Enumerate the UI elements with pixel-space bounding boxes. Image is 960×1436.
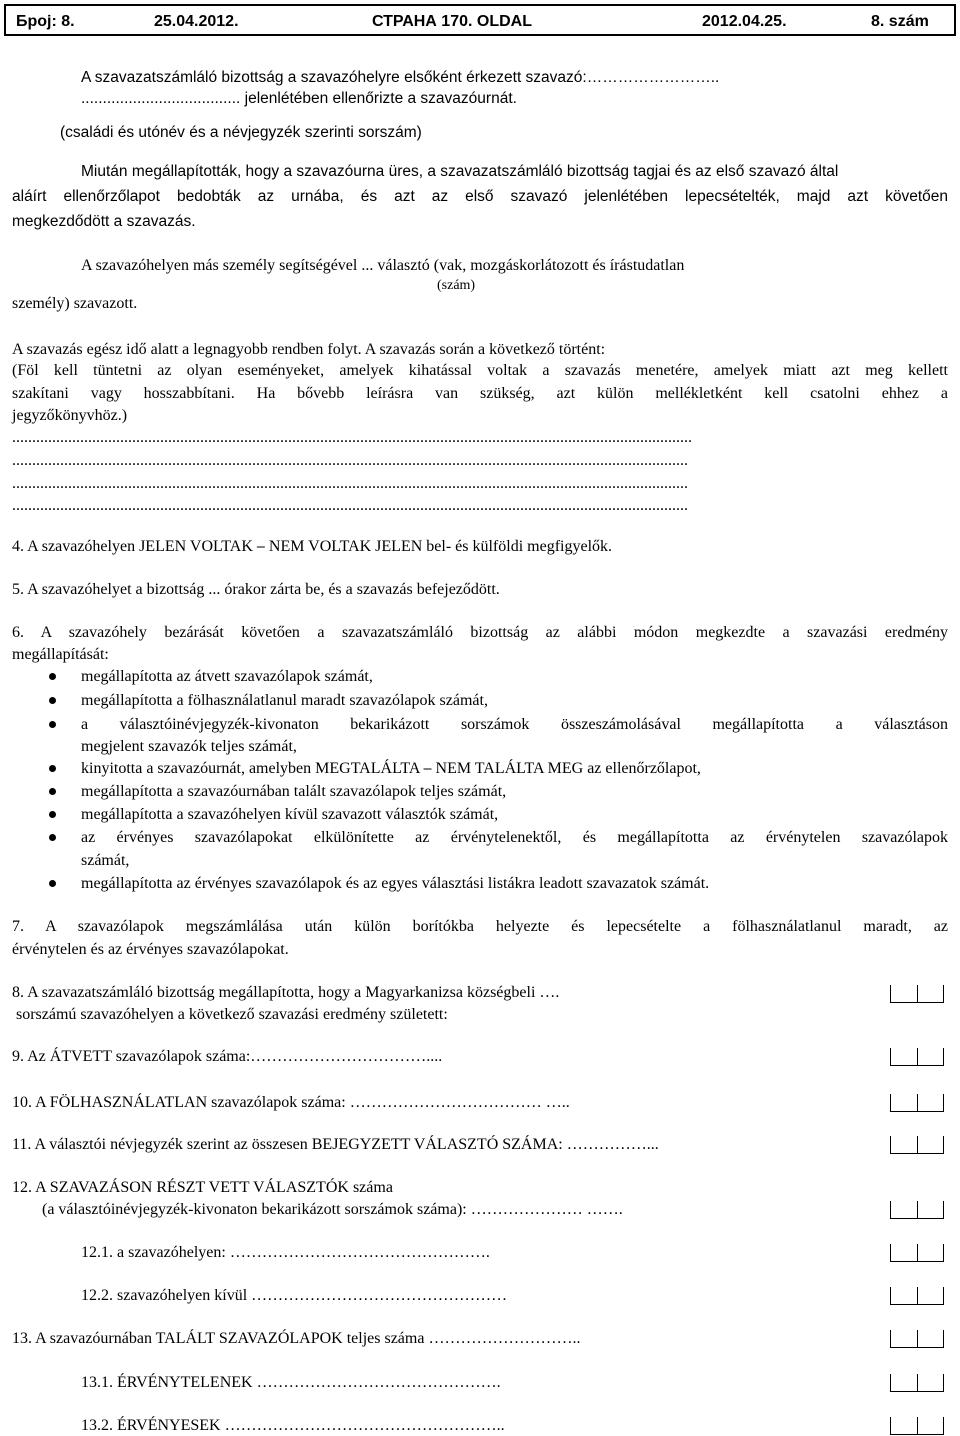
ballot-box-paragraph-line-2: aláírt ellenőrzőlapot bedobták az urnába, és azt az első szavazó jelenlétében lepecsételték, majd azt követően [12, 188, 948, 205]
bullet-icon [49, 697, 56, 704]
section-12-voted-subtitle: (a választóinévjegyzék-kivonaton bekarikázott sorszámok száma): ………………… ……. [42, 1201, 623, 1218]
page-header [4, 4, 956, 36]
section-7-line-2: érvénytelen és az érvényes szavazólapokat. [12, 941, 289, 958]
invalid-ballots-box[interactable] [890, 1374, 944, 1392]
intro-first-voter-line: A szavazatszámláló bizottság a szavazóhelyre elsőként érkezett szavazó:…………………….. [81, 69, 720, 86]
events-note-line-2: szakítani vagy hosszabbítani. Ha bővebb leírásra van szükség, azt külön mellékletként kell csatolni ehhez a [12, 385, 948, 402]
voters-at-station-box[interactable] [890, 1244, 944, 1262]
bullet-icon [49, 788, 56, 795]
section-9-received-ballots: 9. Az ÁTVETT szavazólapok száma:…………………………….... [12, 1048, 443, 1065]
step-list-item-7a: az érvényes szavazólapokat elkülönítette az érvénytelenektől, és megállapította az érvénytelen szavazólapok [81, 829, 948, 846]
events-note-line-1: (Föl kell tüntetni az olyan eseményeket, amelyek kihatással voltak a szavazás menetére, amelyek miatt azt meg kellett [12, 362, 948, 379]
section-8-line-1: 8. A szavazatszámláló bizottság megállapította, hogy a Magyarkanizsa községbeli …. [12, 984, 560, 1001]
assisted-voting-line-2: személy) szavazott. [12, 295, 138, 312]
bullet-icon [49, 765, 56, 772]
step-list-item-2: megállapította a fölhasználatlanul maradt szavazólapok számát, [81, 692, 488, 709]
events-note-line-3: jegyzőkönyvhöz.) [12, 407, 128, 424]
bullet-icon [49, 721, 56, 728]
polling-station-number-box[interactable] [890, 985, 944, 1003]
section-8-line-2: sorszámú szavazóhelyen a következő szavazási eredmény született: [16, 1006, 448, 1023]
header-date-serbian: 25.04.2012. [154, 13, 239, 30]
step-list-item-3a: a választóinévjegyzék-kivonaton bekarikázott sorszámok összeszámolásával megállapította a választáson [81, 716, 948, 733]
section-6-line-2: megállapítását: [12, 646, 109, 663]
assisted-voting-count-caption: (szám) [437, 278, 476, 293]
assisted-voting-line: A szavazóhelyen más személy segítségével ... választó (vak, mozgáskorlátozott és írástudatlan [81, 257, 685, 274]
voters-total-box[interactable] [890, 1201, 944, 1219]
events-dotted-line-1: .......................................................................................................................................................................... [12, 429, 692, 446]
valid-ballots-box[interactable] [890, 1417, 944, 1435]
section-12-2-outside-station: 12.2. szavazóhelyen kívül ………………………………………… [81, 1287, 508, 1304]
bullet-icon [49, 673, 56, 680]
section-11-registered-voters: 11. A választói névjegyzék szerint az összesen BEJEGYZETT VÁLASZTÓ SZÁMA: ……………... [12, 1136, 659, 1153]
section-13-2-valid: 13.2. ÉRVÉNYESEK …………………………………………….. [81, 1417, 505, 1434]
events-dotted-line-3: ......................................................................................................................................................................... [12, 475, 688, 492]
intro-name-caption: (családi és utónév és a névjegyzék szerinti sorszám) [60, 124, 422, 141]
step-list-item-8: megállapította az érvényes szavazólapok és az egyes választási listákra leadott szavazatok számát. [81, 875, 710, 892]
section-5-closing: 5. A szavazóhelyet a bizottság ... órakor zárta be, és a szavazás befejeződött. [12, 581, 500, 598]
section-6-line-1: 6. A szavazóhely bezárását követően a szavazatszámláló bizottság az alábbi módon megkezdte a szavazási eredmény [12, 624, 948, 641]
section-4-observers: 4. A szavazóhelyen JELEN VOLTAK ⎯ NEM VOLTAK JELEN bel- és külföldi megfigyelők. [12, 538, 613, 555]
bullet-icon [49, 834, 56, 841]
header-date-hungarian: 2012.04.25. [702, 13, 787, 30]
section-10-unused-ballots: 10. A FÖLHASZNÁLATLAN szavazólapok száma: ……………………………… ….. [12, 1094, 570, 1111]
events-dotted-line-4: ......................................................................................................................................................................... [12, 497, 688, 514]
bullet-icon [49, 811, 56, 818]
header-page-number: СТРАНА 170. OLDAL [372, 13, 532, 30]
registered-voters-box[interactable] [890, 1136, 944, 1154]
section-13-found-ballots: 13. A szavazóurnában TALÁLT SZAVAZÓLAPOK teljes száma ……………………….. [12, 1330, 581, 1347]
section-12-voted-title: 12. A SZAVAZÁSON RÉSZT VETT VÁLASZTÓK száma [12, 1179, 393, 1196]
events-dotted-line-2: ......................................................................................................................................................................... [12, 452, 688, 469]
ballot-box-paragraph-line-3: megkezdődött a szavazás. [12, 213, 196, 230]
voters-outside-station-box[interactable] [890, 1287, 944, 1305]
step-list-item-6: megállapította a szavazóhelyen kívül szavazott választók számát, [81, 806, 499, 823]
bullet-icon [49, 880, 56, 887]
header-issue-hungarian: 8. szám [871, 13, 929, 30]
step-list-item-5: megállapította a szavazóurnában talált szavazólapok teljes számát, [81, 783, 507, 800]
header-issue-serbian: Број: 8. [16, 13, 75, 30]
found-ballots-box[interactable] [890, 1330, 944, 1348]
received-ballots-box[interactable] [890, 1048, 944, 1066]
step-list-item-1: megállapította az átvett szavazólapok számát, [81, 668, 373, 685]
intro-presence-line: ..................................... jelenlétében ellenőrizte a szavazóurnát. [81, 90, 517, 107]
step-list-item-7b: számát, [81, 852, 130, 869]
ballot-box-paragraph-line-1: Miután megállapították, hogy a szavazóurna üres, a szavazatszámláló bizottság tagjai és az első szavazó által [81, 163, 839, 180]
step-list-item-4: kinyitotta a szavazóurnát, amelyben MEGTALÁLTA ⎯ NEM TALÁLTA MEG az ellenőrzőlapot, [81, 760, 701, 777]
step-list-item-3b: megjelent szavazók teljes számát, [81, 738, 297, 755]
section-12-1-at-station: 12.1. a szavazóhelyen: …………………………………………. [81, 1244, 490, 1261]
unused-ballots-box[interactable] [890, 1094, 944, 1112]
voting-order-line: A szavazás egész idő alatt a legnagyobb rendben folyt. A szavazás során a következő történt: [12, 341, 606, 358]
section-7-line-1: 7. A szavazólapok megszámlálása után külön borítókba helyezte és lepecsételte a fölhasználatlanul maradt, az [12, 918, 948, 935]
section-13-1-invalid: 13.1. ÉRVÉNYTELENEK ………………………………………. [81, 1374, 501, 1391]
